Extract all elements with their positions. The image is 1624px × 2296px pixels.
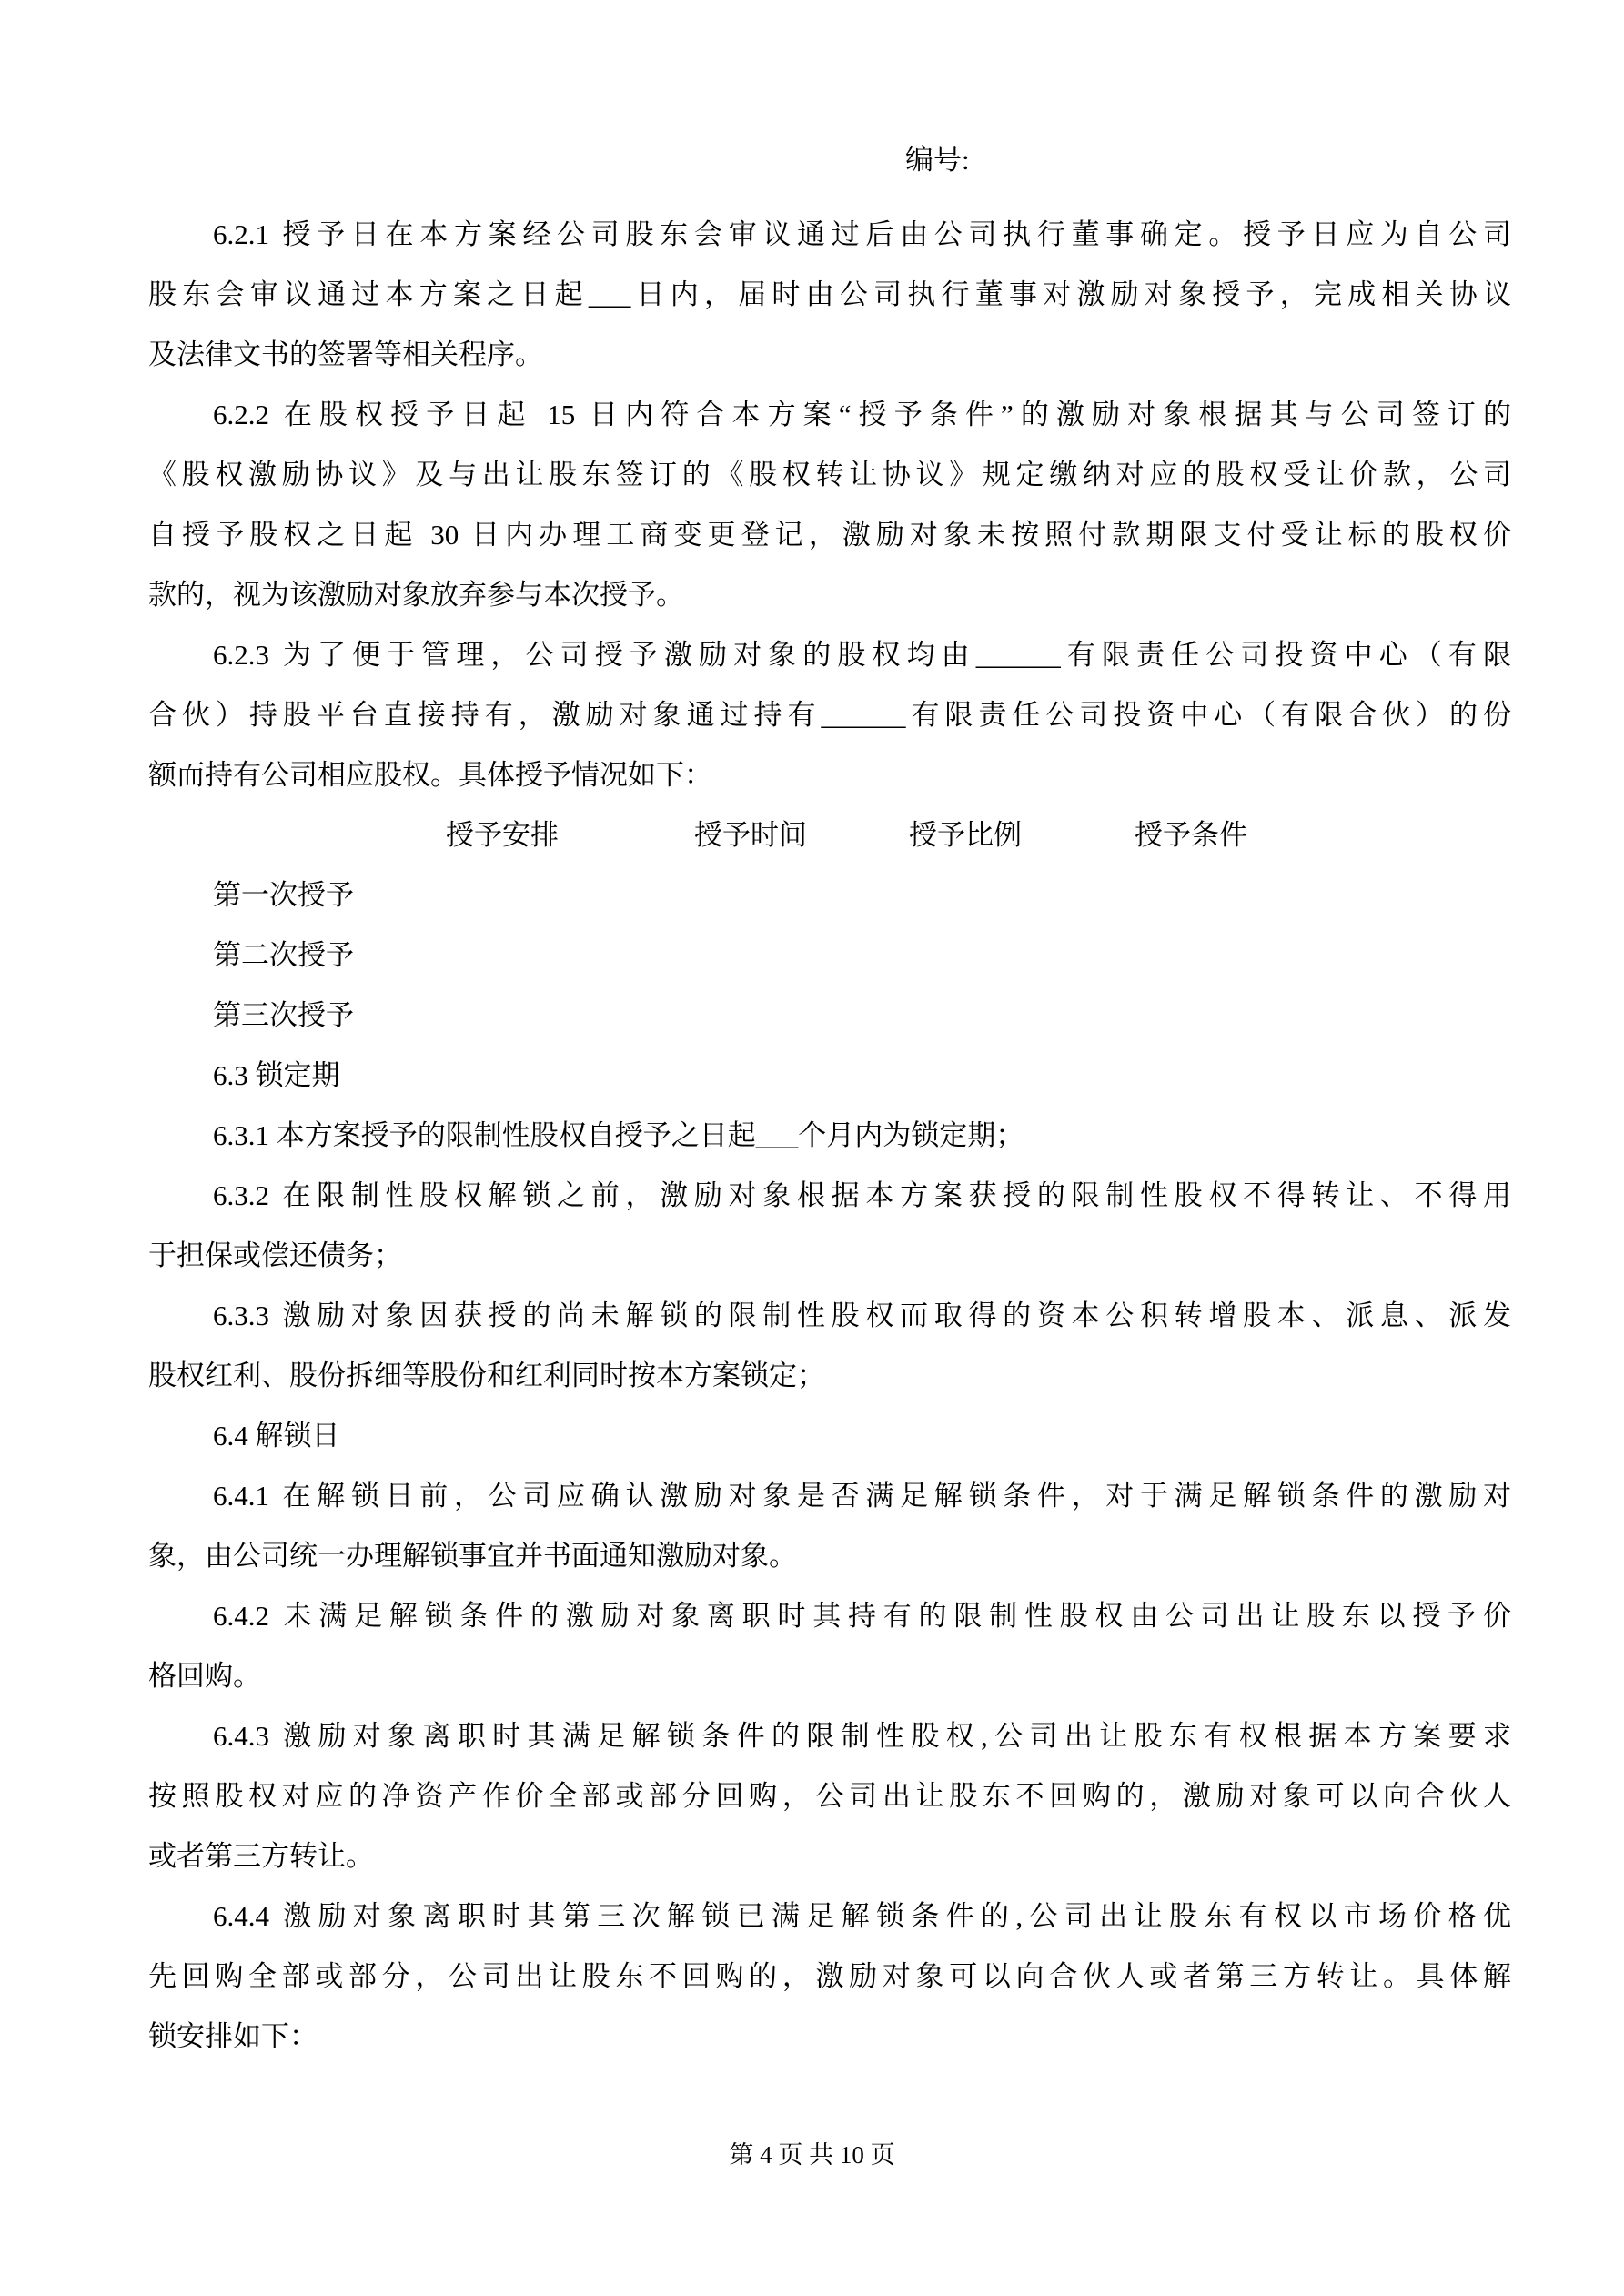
clause-6-2-3-line-1: 6.2.3 为了便于管理，公司授予激励对象的股权均由______有限责任公司投资中心（有限	[213, 639, 1511, 671]
clause-6-2-1-line-2: 股东会审议通过本方案之日起___日内，届时由公司执行董事对激励对象授予，完成相关协议	[148, 278, 1511, 310]
clause-6-2-2-line-3: 自授予股权之日起 30 日内办理工商变更登记，激励对象未按照付款期限支付受让标的股权价	[148, 519, 1511, 551]
clause-6-4-2-line-2: 格回购。	[148, 1660, 261, 1692]
clause-6-4-3-line-1: 6.4.3 激励对象离职时其满足解锁条件的限制性股权,公司出让股东有权根据本方案要求	[213, 1720, 1511, 1752]
clause-6-3-3-line-2: 股权红利、股份拆细等股份和红利同时按本方案锁定；	[148, 1360, 825, 1391]
grant-table-row-second: 第二次授予	[213, 939, 354, 971]
clause-6-2-3-line-3: 额而持有公司相应股权。具体授予情况如下：	[148, 759, 712, 791]
clause-6-3-3-line-1: 6.3.3 激励对象因获授的尚未解锁的限制性股权而取得的资本公积转增股本、派息、派发	[213, 1300, 1511, 1331]
clause-6-4-1-line-1: 6.4.1 在解锁日前，公司应确认激励对象是否满足解锁条件，对于满足解锁条件的激励对	[213, 1480, 1511, 1512]
clause-6-4-3-line-3: 或者第三方转让。	[148, 1840, 374, 1872]
clause-6-4-1-line-2: 象，由公司统一办理解锁事宜并书面通知激励对象。	[148, 1540, 797, 1572]
clause-6-4-2-line-1: 6.4.2 未满足解锁条件的激励对象离职时其持有的限制性股权由公司出让股东以授予价	[213, 1600, 1511, 1632]
clause-6-3-1-line-1: 6.3.1 本方案授予的限制性股权自授予之日起___个月内为锁定期；	[213, 1119, 1024, 1151]
clause-6-4-4-line-3: 锁安排如下：	[148, 2020, 318, 2052]
col-header-grant-condition: 授予条件	[1135, 819, 1247, 851]
clause-6-4-4-line-1: 6.4.4 激励对象离职时其第三次解锁已满足解锁条件的,公司出让股东有权以市场价格优	[213, 1900, 1511, 1932]
clause-6-2-2-line-4: 款的，视为该激励对象放弃参与本次授予。	[148, 579, 684, 611]
clause-6-4-4-line-2: 先回购全部或部分，公司出让股东不回购的，激励对象可以向合伙人或者第三方转让。具体解	[148, 1960, 1511, 1992]
clause-6-4-3-line-2: 按照股权对应的净资产作价全部或部分回购，公司出让股东不回购的，激励对象可以向合伙人	[148, 1780, 1511, 1812]
grant-table-header-row	[148, 805, 1511, 865]
heading-6-3-lockup-period: 6.3 锁定期	[213, 1059, 340, 1091]
grant-table-row-third: 第三次授予	[213, 999, 354, 1031]
clause-6-2-2-line-1: 6.2.2 在股权授予日起 15 日内符合本方案“授予条件”的激励对象根据其与公司签订的	[213, 399, 1511, 430]
grant-table-row-first: 第一次授予	[213, 879, 354, 911]
heading-6-4-unlock-date: 6.4 解锁日	[213, 1420, 340, 1451]
doc-number-label: 编号:	[905, 144, 970, 176]
page-number-footer: 第 4 页 共 10 页	[729, 2141, 895, 2169]
clause-6-3-2-line-1: 6.3.2 在限制性股权解锁之前，激励对象根据本方案获授的限制性股权不得转让、不得用	[213, 1179, 1511, 1211]
clause-6-2-1-line-3: 及法律文书的签署等相关程序。	[148, 339, 543, 370]
clause-6-2-1-line-1: 6.2.1 授予日在本方案经公司股东会审议通过后由公司执行董事确定。授予日应为自公司	[213, 218, 1511, 250]
clause-6-2-3-line-2: 合伙）持股平台直接持有，激励对象通过持有______有限责任公司投资中心（有限合伙）的份	[148, 699, 1511, 731]
clause-6-3-2-line-2: 于担保或偿还债务；	[148, 1239, 402, 1271]
col-header-grant-time: 授予时间	[694, 819, 807, 851]
col-header-grant-ratio: 授予比例	[909, 819, 1022, 851]
clause-6-2-2-line-2: 《股权激励协议》及与出让股东签订的《股权转让协议》规定缴纳对应的股权受让价款，公司	[148, 459, 1511, 491]
col-header-grant-arrangement: 授予安排	[446, 819, 559, 851]
